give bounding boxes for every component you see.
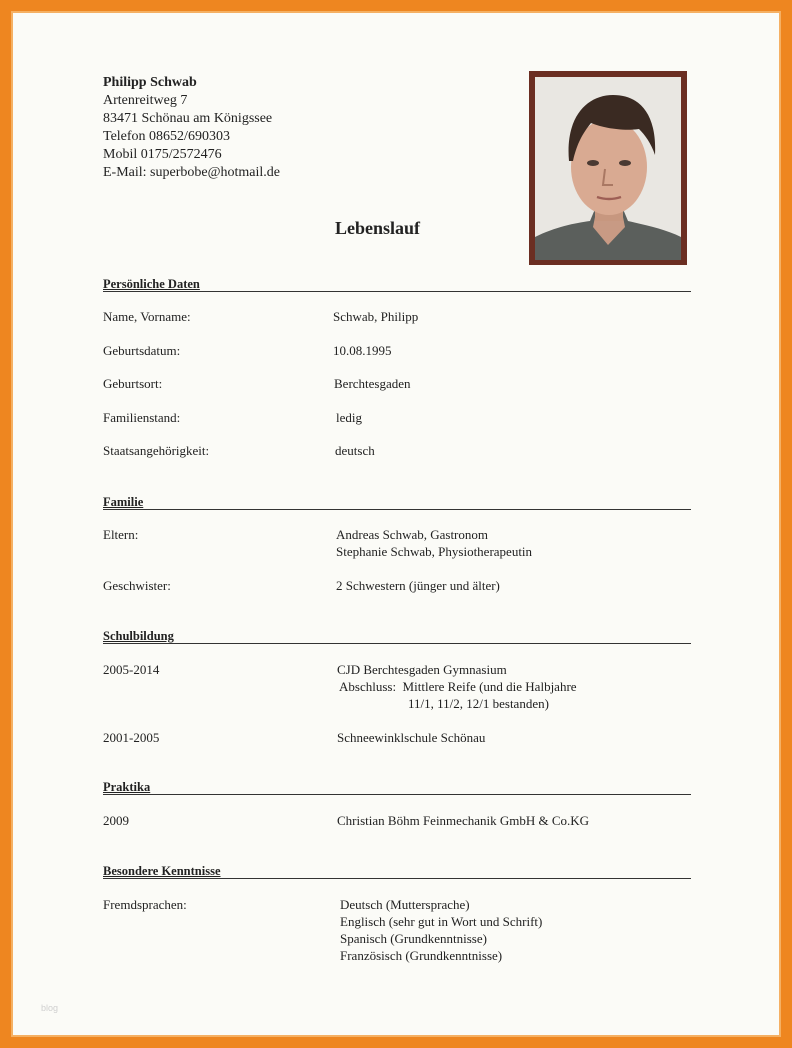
value-parent-1: Andreas Schwab, Gastronom xyxy=(336,527,488,542)
sender-email: E-Mail: superbobe@hotmail.de xyxy=(103,165,280,180)
label-nationality: Staatsangehörigkeit: xyxy=(103,443,210,458)
value-marital-status: ledig xyxy=(336,410,362,425)
language-1: Deutsch (Muttersprache) xyxy=(340,897,470,912)
portrait-photo-frame xyxy=(529,71,687,265)
value-nationality: deutsch xyxy=(335,443,375,458)
language-2: Englisch (sehr gut in Wort und Schrift) xyxy=(340,914,543,929)
label-parents: Eltern: xyxy=(103,527,139,542)
label-siblings: Geschwister: xyxy=(103,578,171,593)
school-period-1: 2005-2014 xyxy=(103,662,160,677)
document-title: Lebenslauf xyxy=(335,218,421,238)
section-heading-skills: Besondere Kenntnisse xyxy=(103,862,691,879)
section-heading-internship: Praktika xyxy=(103,778,691,795)
internship-period-1: 2009 xyxy=(103,813,129,828)
label-languages: Fremdsprachen: xyxy=(103,897,187,912)
label-birthplace: Geburtsort: xyxy=(103,376,163,391)
sender-street: Artenreitweg 7 xyxy=(103,93,188,108)
school-1-line-1: CJD Berchtesgaden Gymnasium xyxy=(337,662,507,677)
school-1-line-2: Abschluss: Mittlere Reife (und die Halbjahre xyxy=(339,679,577,694)
portrait-photo xyxy=(535,77,681,260)
label-name: Name, Vorname: xyxy=(103,309,191,324)
sender-name: Philipp Schwab xyxy=(103,75,197,90)
sender-mobile: Mobil 0175/2572476 xyxy=(103,147,222,162)
internship-company-1: Christian Böhm Feinmechanik GmbH & Co.KG xyxy=(337,813,590,828)
sender-phone: Telefon 08652/690303 xyxy=(103,129,230,144)
value-name: Schwab, Philipp xyxy=(333,309,419,324)
sender-address-block xyxy=(103,74,280,182)
sender-city: 83471 Schönau am Königssee xyxy=(103,111,273,126)
watermark: blog xyxy=(41,1003,59,1013)
school-period-2: 2001-2005 xyxy=(103,730,160,745)
value-birthdate: 10.08.1995 xyxy=(333,343,392,358)
school-2-line-1: Schneewinklschule Schönau xyxy=(337,730,486,745)
value-siblings: 2 Schwestern (jünger und älter) xyxy=(336,578,500,593)
school-1-line-3: 11/1, 11/2, 12/1 bestanden) xyxy=(408,696,549,711)
value-parent-2: Stephanie Schwab, Physiotherapeutin xyxy=(336,544,533,559)
section-heading-personal: Persönliche Daten xyxy=(103,275,691,292)
value-birthplace: Berchtesgaden xyxy=(334,376,411,391)
section-heading-family: Familie xyxy=(103,493,691,510)
section-heading-school: Schulbildung xyxy=(103,627,691,644)
label-birthdate: Geburtsdatum: xyxy=(103,343,181,358)
language-3: Spanisch (Grundkenntnisse) xyxy=(340,931,487,946)
language-4: Französisch (Grundkenntnisse) xyxy=(340,948,503,963)
label-marital-status: Familienstand: xyxy=(103,410,181,425)
